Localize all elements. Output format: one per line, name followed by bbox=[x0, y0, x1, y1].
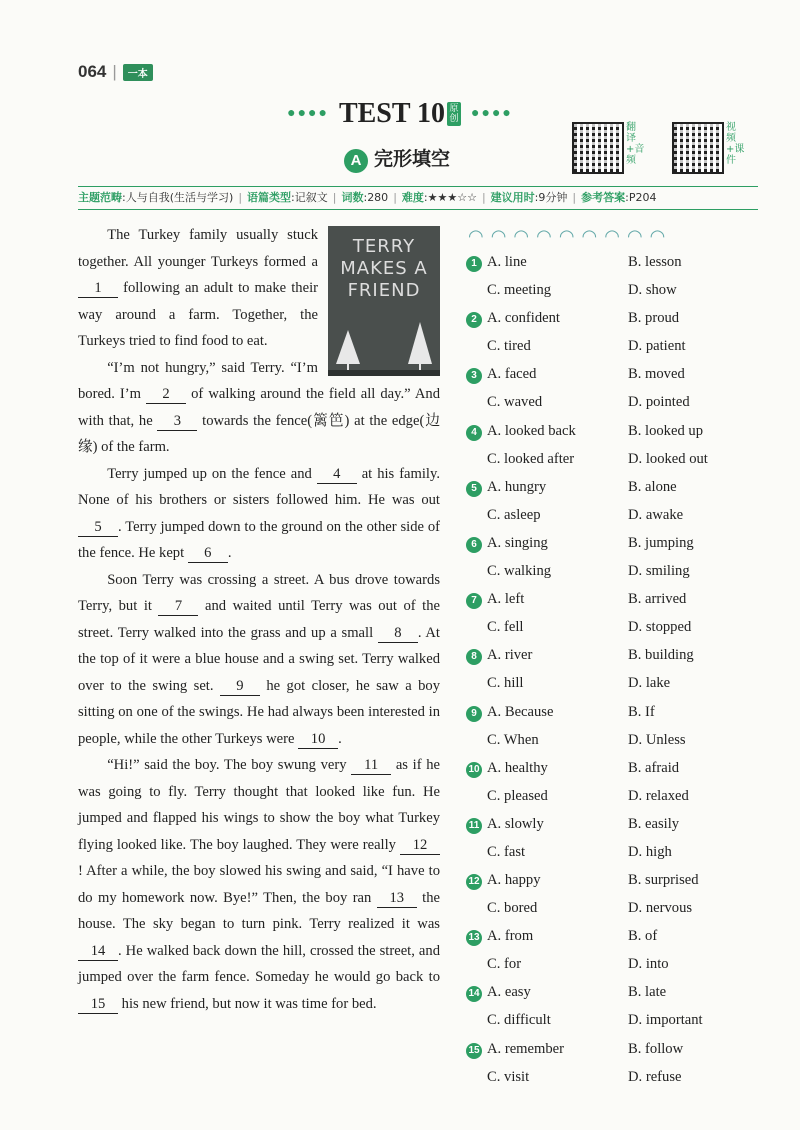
blank-14[interactable]: 14 bbox=[78, 942, 118, 961]
info-key-answer: 参考答案 bbox=[581, 191, 626, 204]
option-a[interactable]: A. river bbox=[487, 647, 533, 664]
option-c[interactable]: C. fell bbox=[487, 619, 524, 636]
qr-code-video[interactable] bbox=[672, 122, 724, 174]
question-4 bbox=[466, 421, 766, 477]
section-heading bbox=[344, 144, 450, 173]
qr-label-translation: 翻译+音频 bbox=[626, 122, 645, 166]
question-number-badge: 12 bbox=[466, 874, 482, 890]
section-badge: A bbox=[344, 149, 368, 173]
question-14 bbox=[466, 982, 766, 1038]
option-a[interactable]: A. easy bbox=[487, 984, 531, 1001]
option-d[interactable]: D. important bbox=[628, 1012, 703, 1029]
option-d[interactable]: D. nervous bbox=[628, 900, 693, 917]
question-number-badge: 5 bbox=[466, 481, 482, 497]
info-key-type: 语篇类型 bbox=[247, 191, 292, 204]
blank-10[interactable]: 10 bbox=[298, 730, 338, 749]
option-d[interactable]: D. looked out bbox=[628, 450, 708, 467]
blank-4[interactable]: 4 bbox=[317, 465, 357, 484]
blank-11[interactable]: 11 bbox=[351, 756, 391, 775]
paragraph-2: “I’m not hungry,” said Terry. “I’m bored. I’m 2 of walking around the field all day.” And with that, he 3 towards the fence(篱笆) at the edge(边缘) of the farm. bbox=[78, 359, 440, 455]
option-a[interactable]: A. looked back bbox=[487, 422, 576, 439]
info-value-time: 9分钟 bbox=[538, 191, 568, 204]
option-b[interactable]: B. late bbox=[628, 984, 667, 1001]
question-number-badge: 3 bbox=[466, 368, 482, 384]
question-6 bbox=[466, 533, 766, 589]
section-title: 完形填空 bbox=[374, 148, 451, 170]
option-d[interactable]: D. Unless bbox=[628, 731, 686, 748]
blank-5[interactable]: 5 bbox=[78, 518, 118, 537]
title-text: TEST 10 bbox=[338, 98, 446, 129]
question-8 bbox=[466, 645, 766, 701]
option-b[interactable]: B. follow bbox=[628, 1040, 684, 1057]
blank-9[interactable]: 9 bbox=[220, 677, 260, 696]
question-10 bbox=[466, 758, 766, 814]
option-b[interactable]: B. jumping bbox=[628, 534, 694, 551]
option-c[interactable]: C. meeting bbox=[487, 282, 552, 298]
question-2 bbox=[466, 308, 766, 364]
paragraph-4: Soon Terry was crossing a street. A bus drove towards Terry, but it 7 and waited until Terry was out of the street. Terry walked into the grass and up a small 8 . At the top of it were a blue house and a swing set. Terry walked over to the swing set. 9 he got closer, he saw a boy sitting on one of the swings. He had always been interested in people, while the other Turkeys were 10 . bbox=[78, 571, 441, 747]
option-a[interactable]: A. happy bbox=[487, 872, 541, 889]
question-number-badge: 10 bbox=[466, 762, 482, 778]
option-b[interactable]: B. afraid bbox=[628, 759, 680, 776]
option-c[interactable]: C. asleep bbox=[487, 506, 541, 523]
option-a[interactable]: A. left bbox=[487, 591, 525, 608]
story-illustration bbox=[328, 226, 440, 376]
question-5 bbox=[466, 477, 766, 533]
option-a[interactable]: A. Because bbox=[487, 703, 554, 720]
question-7 bbox=[466, 589, 766, 645]
paragraph-5: “Hi!” said the boy. The boy swung very 11 as if he was going to fly. Terry thought that looked like fun. He jumped and flapped his wings to show the boy what Turkey flying looked like. The boy laughed. They were really 12! After a while, the boy slowed his swing and said, “I have to do my homework now. Bye!” Then, the boy ran 13 the house. The sky began to turn pink. Terry realized it was 14 . He walked back down the hill, crossed the street, and jumped over the farm fence. Someday he would go back to 15 his new friend, but now it was time for bed. bbox=[78, 757, 440, 1012]
question-1 bbox=[466, 252, 766, 308]
cloze-passage bbox=[78, 222, 440, 1017]
decor-dots-left: ●●●● bbox=[287, 106, 329, 121]
option-a[interactable]: A. remember bbox=[487, 1040, 564, 1057]
option-a[interactable]: A. line bbox=[487, 254, 527, 270]
question-number-badge: 14 bbox=[466, 986, 482, 1002]
qr-label-video: 视频+课件 bbox=[726, 122, 745, 166]
option-a[interactable]: A. singing bbox=[487, 534, 548, 551]
info-bar: 主题范畴:人与自我(生活与学习) | 语篇类型:记叙文 | 词数:280 | 难度:★★★☆☆ | 建议用时:9分钟 | 参考答案:P204 bbox=[78, 186, 758, 210]
question-number-badge: 6 bbox=[466, 537, 482, 553]
question-11 bbox=[466, 814, 766, 870]
option-c[interactable]: C. difficult bbox=[487, 1012, 551, 1029]
tree-icon bbox=[408, 322, 432, 364]
question-12 bbox=[466, 870, 766, 926]
option-c[interactable]: C. for bbox=[487, 956, 522, 973]
info-value-theme: 人与自我(生活与学习) bbox=[125, 191, 234, 204]
question-number-badge: 13 bbox=[466, 930, 482, 946]
blank-15[interactable]: 15 bbox=[78, 995, 118, 1014]
info-key-difficulty: 难度 bbox=[401, 191, 424, 204]
option-d[interactable]: D. stopped bbox=[628, 619, 692, 636]
option-c[interactable]: C. waved bbox=[487, 394, 543, 411]
option-d[interactable]: D. patient bbox=[628, 338, 686, 355]
info-value-answer: P204 bbox=[628, 191, 657, 204]
option-d[interactable]: D. pointed bbox=[628, 394, 690, 411]
option-c[interactable]: C. tired bbox=[487, 338, 531, 355]
option-b[interactable]: B. easily bbox=[628, 815, 680, 832]
option-d[interactable]: D. smiling bbox=[628, 562, 690, 579]
question-number-badge: 2 bbox=[466, 312, 482, 328]
option-c[interactable]: C. pleased bbox=[487, 787, 548, 804]
question-3 bbox=[466, 364, 766, 420]
info-key-words: 词数 bbox=[341, 191, 364, 204]
option-a[interactable]: A. healthy bbox=[487, 759, 548, 776]
option-d[interactable]: D. into bbox=[628, 956, 669, 973]
option-b[interactable]: B. proud bbox=[628, 310, 680, 327]
option-c[interactable]: C. hill bbox=[487, 675, 524, 692]
tree-icon bbox=[336, 330, 360, 364]
option-c[interactable]: C. visit bbox=[487, 1068, 530, 1085]
question-number-badge: 15 bbox=[466, 1043, 482, 1059]
question-number-badge: 8 bbox=[466, 649, 482, 665]
info-value-difficulty: ★★★☆☆ bbox=[427, 191, 477, 204]
option-d[interactable]: D. lake bbox=[628, 675, 671, 692]
option-a[interactable]: A. faced bbox=[487, 366, 537, 383]
original-tag: 原创 bbox=[447, 102, 461, 126]
info-value-type: 记叙文 bbox=[294, 191, 328, 204]
illustration-title: TERRY MAKES A FRIEND bbox=[340, 236, 428, 301]
question-15 bbox=[466, 1039, 766, 1095]
page-number: 064 | 一本 bbox=[78, 62, 153, 82]
option-c[interactable]: C. walking bbox=[487, 562, 552, 579]
paragraph-1: The Turkey family usually stuck together. All younger Turkeys formed a 1 following an adult to make their way around a farm. Together, the Turkeys tried to find food to eat. bbox=[78, 227, 318, 349]
question-number-badge: 11 bbox=[466, 818, 482, 834]
option-d[interactable]: D. awake bbox=[628, 506, 684, 523]
paragraph-3: Terry jumped up on the fence and 4 at his family. None of his brothers or sisters followed him. He was out 5 . Terry jumped down to the ground on the other side of the fence. He kept 6 . bbox=[78, 465, 440, 561]
option-b[interactable]: B. surprised bbox=[628, 872, 699, 889]
blank-6[interactable]: 6 bbox=[188, 544, 228, 563]
option-b[interactable]: B. If bbox=[628, 703, 655, 720]
info-key-theme: 主题范畴 bbox=[78, 191, 122, 204]
option-b[interactable]: B. of bbox=[628, 928, 658, 945]
option-d[interactable]: D. show bbox=[628, 282, 677, 298]
grass bbox=[328, 370, 440, 376]
option-a[interactable]: A. hungry bbox=[487, 478, 547, 495]
question-number-badge: 7 bbox=[466, 593, 482, 609]
option-b[interactable]: B. moved bbox=[628, 366, 685, 383]
question-13 bbox=[466, 926, 766, 982]
option-b[interactable]: B. alone bbox=[628, 478, 677, 495]
option-b[interactable]: B. lesson bbox=[628, 254, 682, 270]
options-list bbox=[466, 252, 766, 1095]
blank-1[interactable]: 1 bbox=[78, 279, 118, 298]
option-c[interactable]: C. When bbox=[487, 731, 539, 748]
info-value-words: 280 bbox=[367, 191, 389, 204]
option-c[interactable]: C. bored bbox=[487, 900, 538, 917]
option-d[interactable]: D. relaxed bbox=[628, 787, 689, 804]
brand-logo: 一本 bbox=[123, 64, 153, 81]
blank-7[interactable]: 7 bbox=[158, 597, 198, 616]
blank-8[interactable]: 8 bbox=[378, 624, 418, 643]
info-key-time: 建议用时 bbox=[490, 191, 535, 204]
blank-2[interactable]: 2 bbox=[146, 385, 186, 404]
question-9 bbox=[466, 702, 766, 758]
option-d[interactable]: D. refuse bbox=[628, 1068, 682, 1085]
question-number-badge: 4 bbox=[466, 425, 482, 441]
question-number-badge: 9 bbox=[466, 706, 482, 722]
option-d[interactable]: D. high bbox=[628, 843, 672, 860]
option-b[interactable]: B. arrived bbox=[628, 591, 687, 608]
option-b[interactable]: B. looked up bbox=[628, 422, 703, 439]
page-number-text: 064 bbox=[78, 62, 107, 81]
qr-code-translation[interactable] bbox=[572, 122, 624, 174]
option-c[interactable]: C. looked after bbox=[487, 450, 575, 467]
notebook-rings: ◠◠◠◠◠◠◠◠◠ bbox=[468, 226, 673, 247]
option-b[interactable]: B. building bbox=[628, 647, 694, 664]
question-number-badge: 1 bbox=[466, 256, 482, 272]
blank-3[interactable]: 3 bbox=[157, 412, 197, 431]
option-c[interactable]: C. fast bbox=[487, 843, 526, 860]
option-a[interactable]: A. slowly bbox=[487, 815, 544, 832]
decor-dots-right: ●●●● bbox=[471, 106, 513, 121]
blank-12[interactable]: 12 bbox=[400, 836, 440, 855]
option-a[interactable]: A. from bbox=[487, 928, 534, 945]
blank-13[interactable]: 13 bbox=[377, 889, 417, 908]
option-a[interactable]: A. confident bbox=[487, 310, 560, 327]
